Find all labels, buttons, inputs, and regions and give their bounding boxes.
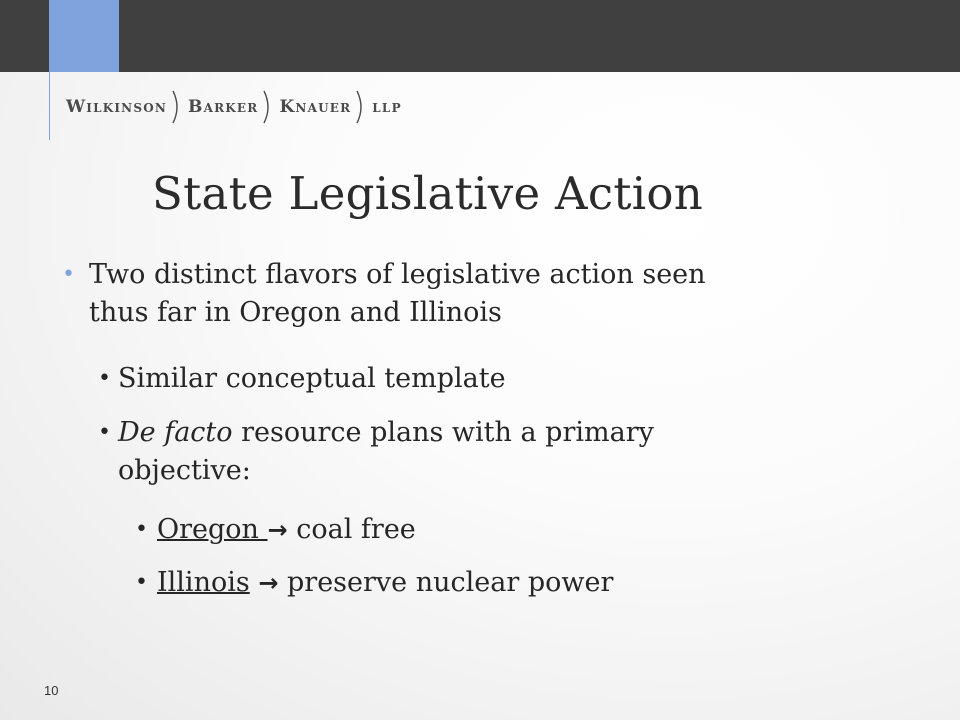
bullet-text: preserve nuclear power [278,567,614,598]
bullet-text: resource plans with a primary [232,417,654,448]
logo-separator-icon [355,90,366,124]
bullet-dot: • [98,366,111,391]
bullet-level2 [98,414,654,490]
bullet-text: coal free [287,514,416,545]
arrow-right-icon: → [258,569,279,597]
accent-line [49,72,50,140]
logo-separator-icon [262,90,273,124]
logo-separator-icon [171,90,182,124]
bullet-text-line [118,414,654,452]
bullet-text-line: Similar conceptual template [118,363,506,394]
page-number: 10 [44,683,59,698]
bullet-text-line: thus far in Oregon and Illinois [89,297,502,328]
bullet-level1 [62,256,706,332]
arrow-right-icon: → [267,516,288,544]
bullet-dot: • [135,517,148,542]
logo-word-1: Wilkinson [66,97,168,117]
state-name: Illinois [157,567,250,598]
bullet-dot: • [98,420,111,445]
top-bar [0,0,960,72]
logo-word-2: Barker [188,97,259,117]
bullet-text-line [157,564,613,602]
bullet-dot: • [62,262,75,287]
company-logo [66,84,436,130]
bullet-dot: • [135,570,148,595]
state-name: Oregon [157,514,268,545]
logo-word-3: Knauer [279,97,352,117]
bullet-level2 [98,360,506,398]
bullet-level3 [135,564,614,602]
bullet-text-line: Two distinct flavors of legislative action seen [89,259,706,290]
accent-block [49,0,119,72]
slide-title: State Legislative Action [152,167,704,220]
italic-term: De facto [118,417,233,448]
bullet-text-line: objective: [118,455,251,486]
logo-word-4: llp [372,97,402,117]
bullet-text-line [157,511,416,549]
bullet-level3 [135,511,416,549]
